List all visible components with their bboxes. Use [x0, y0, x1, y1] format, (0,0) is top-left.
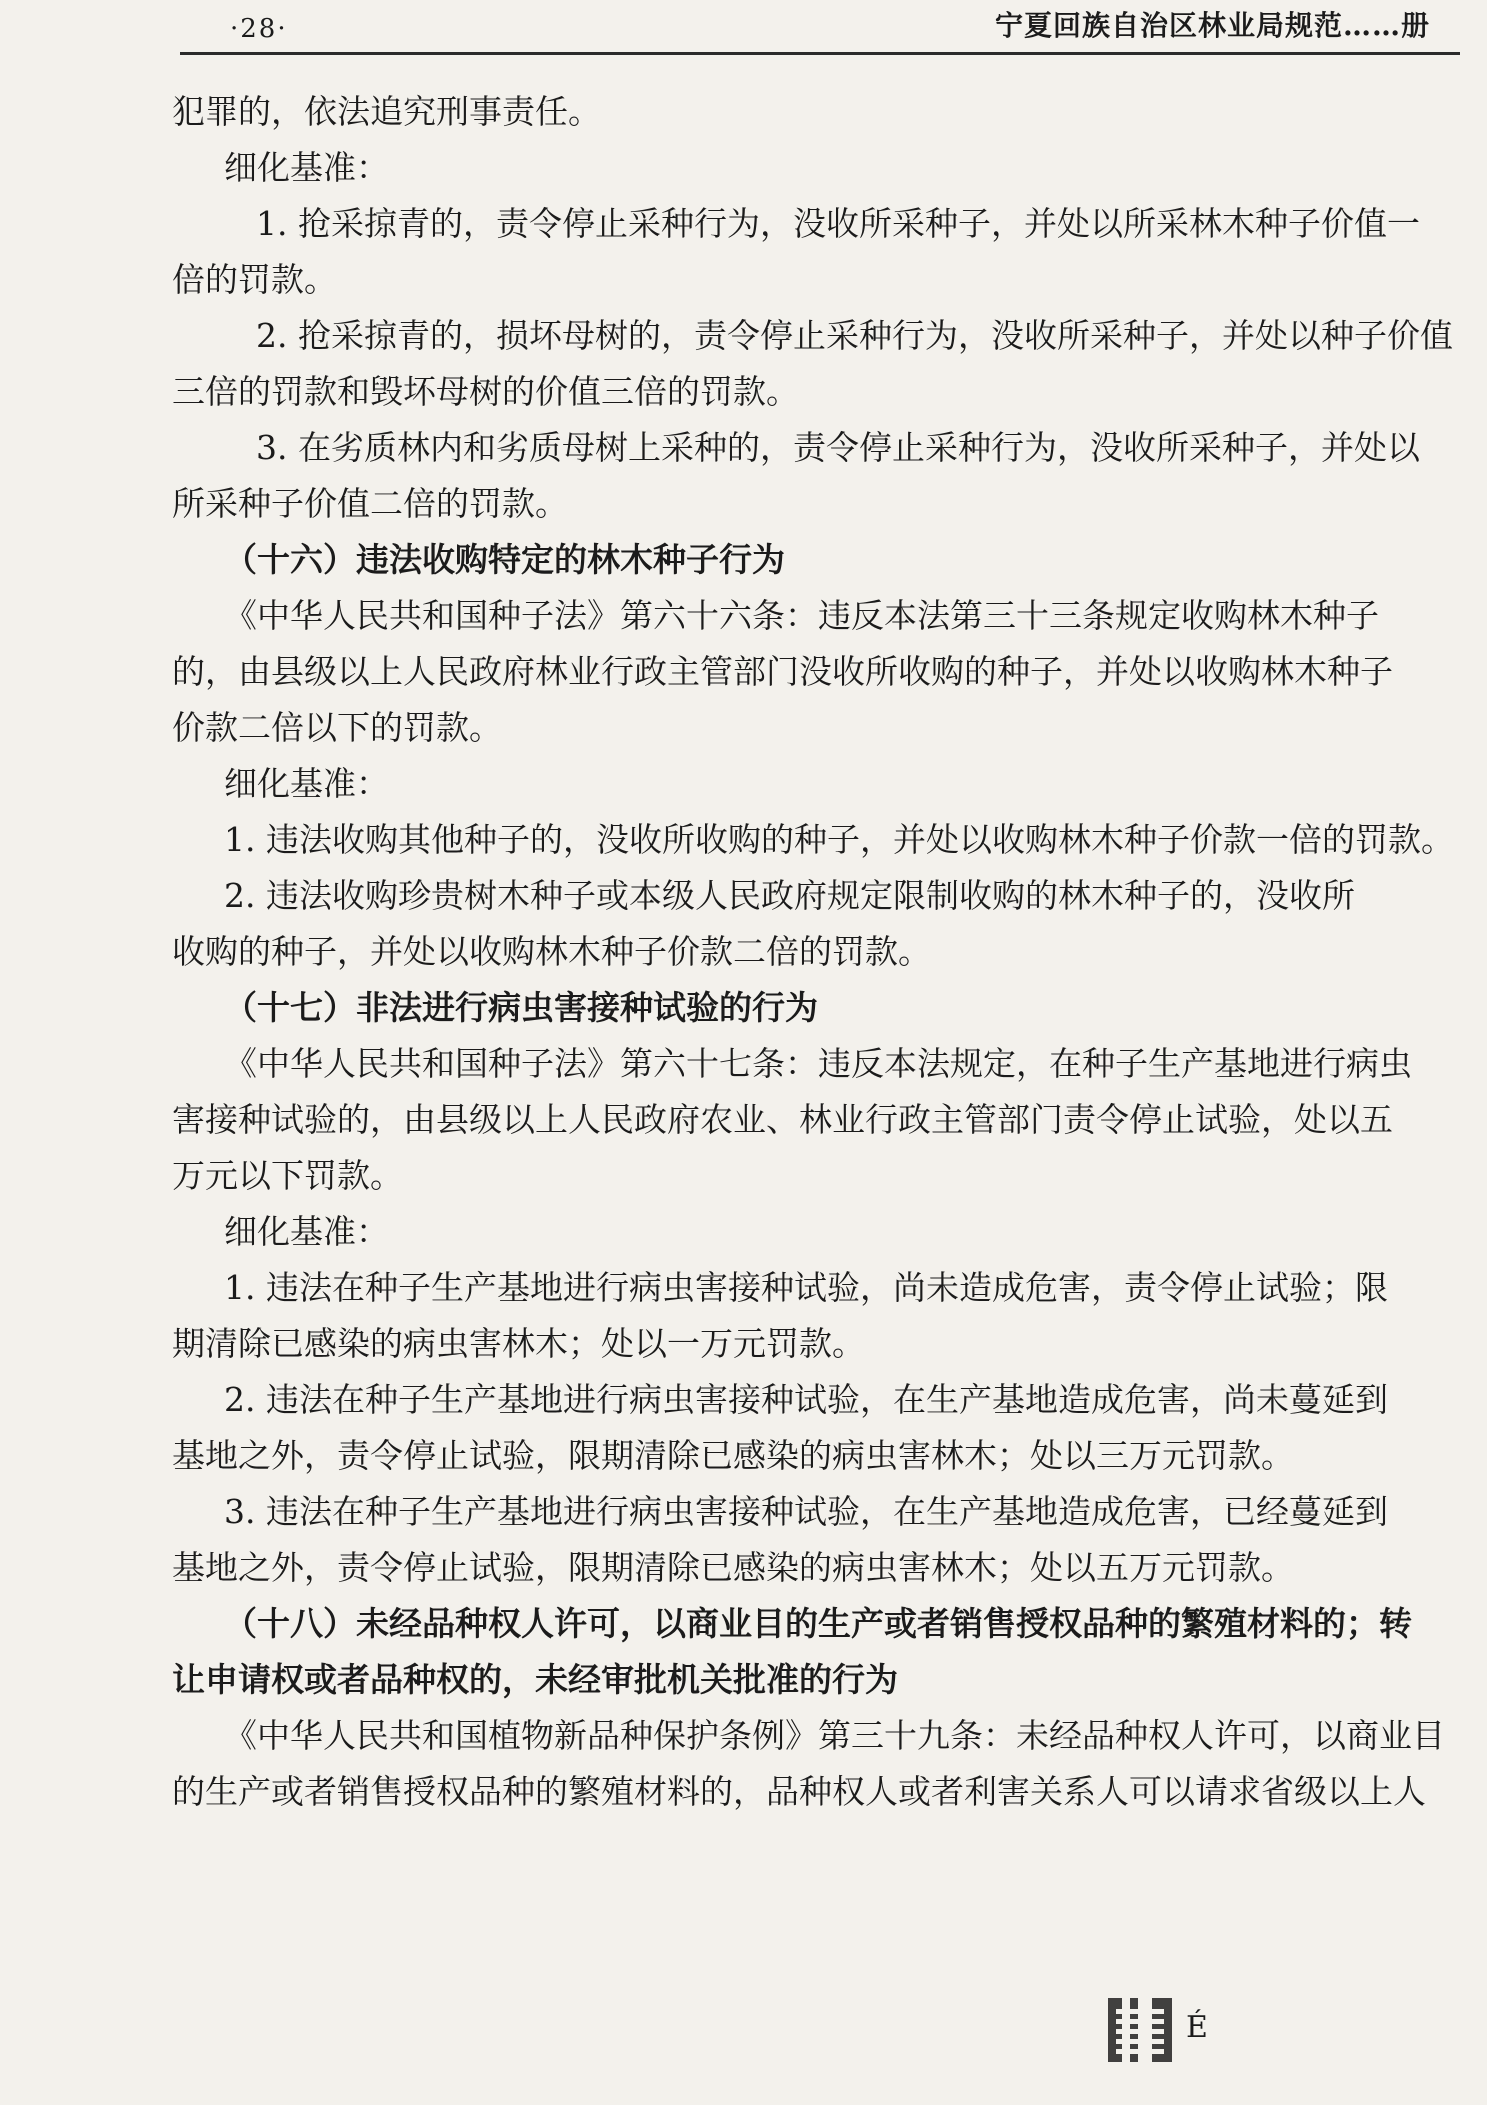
text-line: 细化基准： — [224, 148, 389, 187]
running-title: 宁夏回族自治区林业局规范……册 — [994, 9, 1430, 42]
paragraph — [172, 812, 1472, 868]
text-line: 的生产或者销售授权品种的繁殖材料的，品种权人或者利害关系人可以请求省级以上人 — [172, 1772, 1426, 1811]
paragraph — [172, 1372, 1472, 1484]
text-line: 收购的种子，并处以收购林木种子价款二倍的罚款。 — [172, 932, 931, 971]
text-line: 的，由县级以上人民政府林业行政主管部门没收所收购的种子，并处以收购林木种子 — [172, 652, 1393, 691]
text-line: 《中华人民共和国植物新品种保护条例》第三十九条：未经品种权人许可，以商业目 — [224, 1716, 1445, 1755]
paragraph — [172, 756, 1472, 812]
section-heading — [172, 532, 1472, 588]
page-number: ·28· — [230, 14, 288, 44]
section-heading — [172, 1596, 1472, 1708]
text-line: 《中华人民共和国种子法》第六十七条：违反本法规定，在种子生产基地进行病虫 — [224, 1044, 1412, 1083]
text-line: 2. 违法在种子生产基地进行病虫害接种试验，在生产基地造成危害，尚未蔓延到 — [224, 1380, 1388, 1419]
text-line: 1. 抢采掠青的，责令停止采种行为，没收所采种子，并处以所采林木种子价值一 — [256, 204, 1420, 243]
text-line: 3. 在劣质林内和劣质母树上采种的，责令停止采种行为，没收所采种子，并处以 — [256, 428, 1420, 467]
paragraph — [172, 420, 1472, 532]
text-line: 害接种试验的，由县级以上人民政府农业、林业行政主管部门责令停止试验，处以五 — [172, 1100, 1393, 1139]
page-header — [180, 8, 1460, 58]
paragraph — [172, 1204, 1472, 1260]
header-rule — [180, 52, 1460, 55]
text-line: 倍的罚款。 — [172, 260, 337, 299]
text-line: 《中华人民共和国种子法》第六十六条：违反本法第三十三条规定收购林木种子 — [224, 596, 1379, 635]
paragraph — [172, 868, 1472, 980]
text-line: （十七）非法进行病虫害接种试验的行为 — [224, 988, 818, 1027]
document-body — [172, 84, 1472, 1820]
text-line: 3. 违法在种子生产基地进行病虫害接种试验，在生产基地造成危害，已经蔓延到 — [224, 1492, 1388, 1531]
text-line: 细化基准： — [224, 1212, 389, 1251]
text-line: 2. 抢采掠青的，损坏母树的，责令停止采种行为，没收所采种子，并处以种子价值 — [256, 316, 1453, 355]
text-line: 三倍的罚款和毁坏母树的价值三倍的罚款。 — [172, 372, 799, 411]
paragraph — [172, 1036, 1472, 1204]
text-line: 让申请权或者品种权的，未经审批机关批准的行为 — [172, 1660, 898, 1699]
text-line: （十八）未经品种权人许可，以商业目的生产或者销售授权品种的繁殖材料的；转 — [224, 1604, 1412, 1643]
text-line: 犯罪的，依法追究刑事责任。 — [172, 92, 601, 131]
text-line: 万元以下罚款。 — [172, 1156, 403, 1195]
text-line: 2. 违法收购珍贵树木种子或本级人民政府规定限制收购的林木种子的，没收所 — [224, 876, 1355, 915]
text-line: 基地之外，责令停止试验，限期清除已感染的病虫害林木；处以三万元罚款。 — [172, 1436, 1294, 1475]
text-line: 1. 违法在种子生产基地进行病虫害接种试验，尚未造成危害，责令停止试验；限 — [224, 1268, 1388, 1307]
text-line: 价款二倍以下的罚款。 — [172, 708, 502, 747]
paragraph — [172, 1260, 1472, 1372]
paragraph — [172, 588, 1472, 756]
paragraph — [172, 140, 1472, 196]
text-line: 期清除已感染的病虫害林木；处以一万元罚款。 — [172, 1324, 865, 1363]
paragraph — [172, 308, 1472, 420]
footer-mark: É — [1186, 2010, 1208, 2045]
text-line: 基地之外，责令停止试验，限期清除已感染的病虫害林木；处以五万元罚款。 — [172, 1548, 1294, 1587]
text-line: （十六）违法收购特定的林木种子行为 — [224, 540, 785, 579]
paragraph — [172, 196, 1472, 308]
paragraph — [172, 1484, 1472, 1596]
text-line: 1. 违法收购其他种子的，没收所收购的种子，并处以收购林木种子价款一倍的罚款。 — [224, 820, 1454, 859]
text-line: 细化基准： — [224, 764, 389, 803]
text-line: 所采种子价值二倍的罚款。 — [172, 484, 568, 523]
section-heading — [172, 980, 1472, 1036]
paragraph — [172, 1708, 1472, 1820]
qr-code-icon — [1108, 1998, 1172, 2062]
paragraph — [172, 84, 1472, 140]
